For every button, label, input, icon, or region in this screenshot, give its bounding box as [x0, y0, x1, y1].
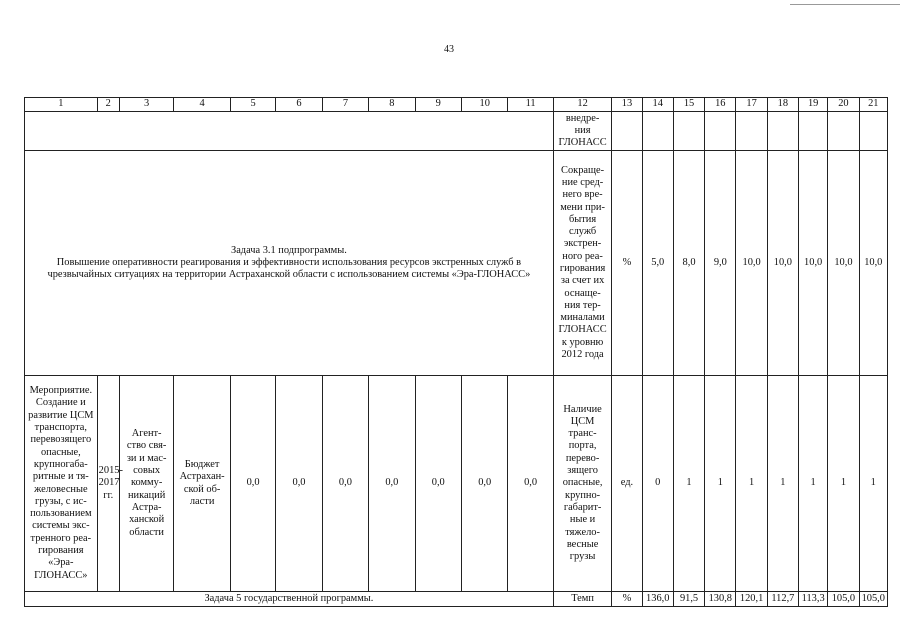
event-funding: 0,0	[230, 376, 275, 592]
program-task-unit: %	[612, 592, 642, 607]
empty-cell	[828, 112, 859, 151]
program-task-title: Задача 5 государственной программы.	[25, 592, 554, 607]
empty-cell	[642, 112, 673, 151]
event-executor: Агент- ство свя- зи и мас- совых комму- никаций Астра- ханской области	[119, 376, 174, 592]
event-value: 1	[736, 376, 767, 592]
task-row	[25, 151, 888, 376]
program-task-indicator: Темп	[553, 592, 612, 607]
header-cell: 21	[859, 98, 887, 112]
program-task-value: 105,0	[828, 592, 859, 607]
header-cell: 1	[25, 98, 98, 112]
event-funding: 0,0	[369, 376, 415, 592]
header-cell: 5	[230, 98, 275, 112]
empty-cell	[612, 112, 642, 151]
event-value: 1	[767, 376, 798, 592]
header-cell: 15	[673, 98, 704, 112]
header-cell: 17	[736, 98, 767, 112]
header-cell: 11	[508, 98, 553, 112]
task-value: 10,0	[828, 151, 859, 376]
event-period: 2015- 2017 гг.	[97, 376, 119, 592]
header-cell: 13	[612, 98, 642, 112]
header-cell: 8	[369, 98, 415, 112]
task-value: 10,0	[859, 151, 887, 376]
event-funding-source: Бюджет Астрахан- ской об- ласти	[174, 376, 231, 592]
empty-cell	[673, 112, 704, 151]
header-cell: 18	[767, 98, 798, 112]
empty-cell	[736, 112, 767, 151]
empty-cell	[859, 112, 887, 151]
empty-cell	[799, 112, 828, 151]
task-value: 9,0	[705, 151, 736, 376]
header-cell: 19	[799, 98, 828, 112]
header-cell: 20	[828, 98, 859, 112]
event-funding: 0,0	[415, 376, 461, 592]
program-task-value: 112,7	[767, 592, 798, 607]
program-table	[24, 97, 888, 607]
event-value: 1	[673, 376, 704, 592]
empty-cell	[705, 112, 736, 151]
header-cell: 14	[642, 98, 673, 112]
event-value: 1	[705, 376, 736, 592]
program-task-value: 91,5	[673, 592, 704, 607]
program-task-value: 136,0	[642, 592, 673, 607]
task-title: Задача 3.1 подпрограммы. Повышение оперативности реагирования и эффективности использования ресурсов экстренных служб в чрезвычайных ситуациях на территории Астраханской области с использованием системы «Эра-ГЛОНАСС»	[25, 151, 554, 376]
task-value: 5,0	[642, 151, 673, 376]
header-cell: 2	[97, 98, 119, 112]
empty-cell	[767, 112, 798, 151]
continuation-row	[25, 112, 888, 151]
task-value: 8,0	[673, 151, 704, 376]
header-cell: 6	[276, 98, 322, 112]
page-number: 43	[444, 44, 454, 55]
task-value: 10,0	[767, 151, 798, 376]
event-indicator: Наличие ЦСМ транс- порта, перево- зящего опасные, крупно- габарит- ные и тяжело- весные грузы	[553, 376, 612, 592]
event-funding: 0,0	[322, 376, 368, 592]
program-task-value: 113,3	[799, 592, 828, 607]
task-value: 10,0	[736, 151, 767, 376]
header-cell: 9	[415, 98, 461, 112]
program-task-row	[25, 592, 888, 607]
header-cell: 16	[705, 98, 736, 112]
header-row	[25, 98, 888, 112]
event-funding: 0,0	[508, 376, 553, 592]
program-task-value: 120,1	[736, 592, 767, 607]
event-value: 1	[828, 376, 859, 592]
header-cell: 12	[553, 98, 612, 112]
top-rule	[790, 4, 900, 5]
event-name: Мероприятие. Создание и развитие ЦСМ транспорта, перевозящего опасные, крупногаба- ритные и тя- желовесные грузы, с ис- пользованием системы экс- тренного реа- гирования «Эра- ГЛОНАСС»	[25, 376, 98, 592]
header-cell: 10	[461, 98, 507, 112]
task-indicator: Сокраще- ние сред- него вре- мени при- бытия служб экстрен- ного реа- гирования за счет их оснаще- ния тер- миналами ГЛОНАСС к уровню 2012 года	[553, 151, 612, 376]
event-unit: ед.	[612, 376, 642, 592]
indicator-continuation: внедре- ния ГЛОНАСС	[553, 112, 612, 151]
program-task-value: 105,0	[859, 592, 887, 607]
header-cell: 7	[322, 98, 368, 112]
task-unit: %	[612, 151, 642, 376]
task-value: 10,0	[799, 151, 828, 376]
header-cell: 4	[174, 98, 231, 112]
event-row	[25, 376, 888, 592]
event-funding: 0,0	[276, 376, 322, 592]
program-task-value: 130,8	[705, 592, 736, 607]
event-value: 0	[642, 376, 673, 592]
event-value: 1	[799, 376, 828, 592]
header-cell: 3	[119, 98, 174, 112]
event-value: 1	[859, 376, 887, 592]
continuation-blank	[25, 112, 554, 151]
event-funding: 0,0	[461, 376, 507, 592]
